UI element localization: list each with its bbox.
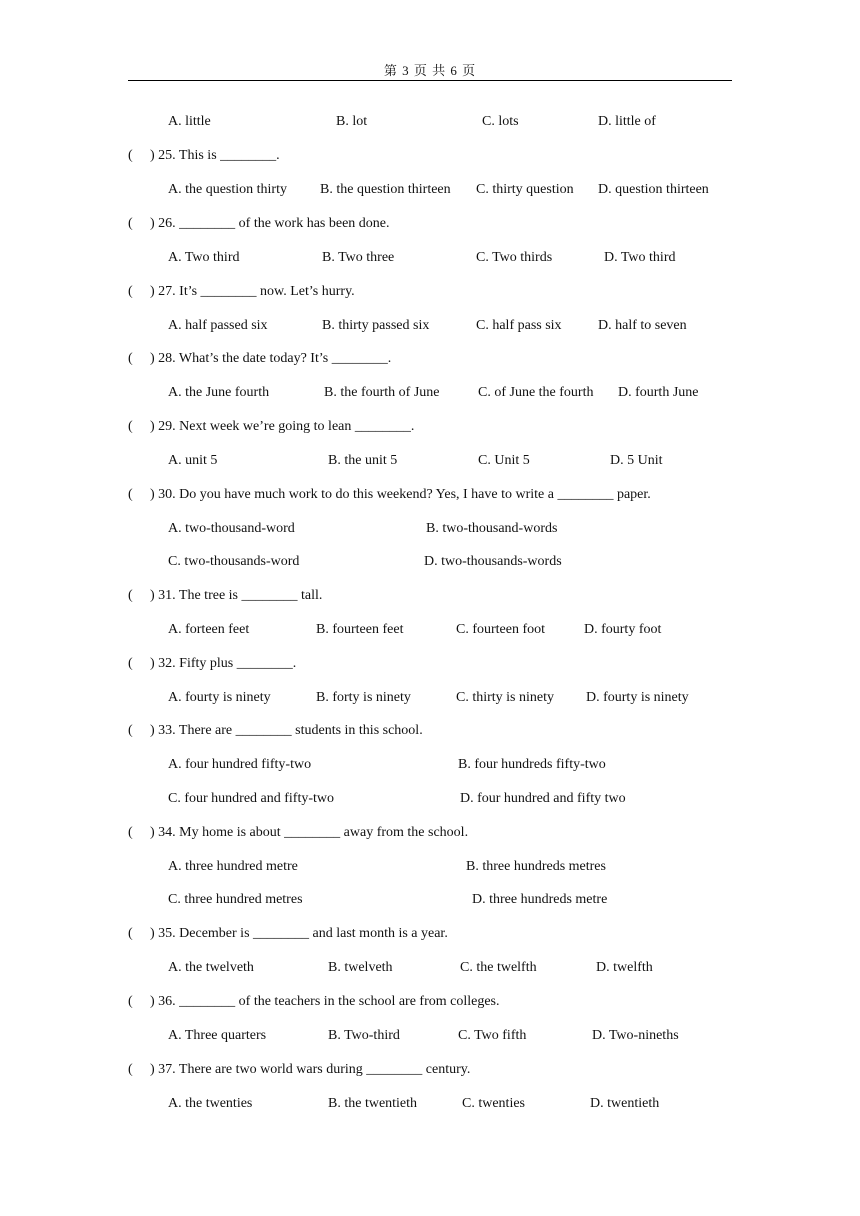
option-b: B. twelveth — [328, 960, 393, 975]
question-text: ) 34. My home is about ________ away from the school. — [150, 825, 469, 840]
option-a: A. fourty is ninety — [168, 690, 271, 705]
question-text: ) 27. It’s ________ now. Let’s hurry. — [150, 284, 355, 299]
option-c: C. lots — [482, 114, 519, 129]
option-b: B. four hundreds fifty-two — [458, 757, 606, 772]
answer-bracket: ( — [128, 419, 133, 434]
option-a: A. the twelveth — [168, 960, 254, 975]
option-c: C. four hundred and fifty-two — [168, 791, 335, 806]
answer-bracket: ( — [128, 588, 133, 603]
question-text: ) 25. This is ________. — [150, 148, 280, 163]
question-text: ) 35. December is ________ and last month is a year. — [150, 926, 448, 941]
question-text: ) 30. Do you have much work to do this weekend? Yes, I have to write a ________ paper. — [150, 487, 651, 502]
option-d: D. question thirteen — [598, 182, 709, 197]
option-c: C. half pass six — [476, 318, 562, 333]
option-a: A. two-thousand-word — [168, 521, 295, 536]
option-d: D. fourth June — [618, 385, 699, 400]
question-stem — [128, 418, 414, 436]
option-a: A. three hundred metre — [168, 859, 298, 874]
question-stem — [128, 722, 423, 740]
option-b: B. fourteen feet — [316, 622, 404, 637]
question-stem — [128, 350, 391, 368]
option-b: B. the fourth of June — [324, 385, 440, 400]
question-stem — [128, 147, 280, 165]
option-b: B. thirty passed six — [322, 318, 430, 333]
option-c: C. Two fifth — [458, 1028, 527, 1043]
option-c: C. three hundred metres — [168, 892, 303, 907]
option-a: A. the question thirty — [168, 182, 287, 197]
answer-bracket: ( — [128, 487, 133, 502]
option-c: C. fourteen foot — [456, 622, 546, 637]
question-text: ) 28. What’s the date today? It’s ________. — [150, 351, 392, 366]
option-c: C. twenties — [462, 1096, 525, 1111]
option-c: C. thirty is ninety — [456, 690, 554, 705]
option-d: D. little of — [598, 114, 656, 129]
option-d: D. fourty is ninety — [586, 690, 689, 705]
question-text: ) 33. There are ________ students in this school. — [150, 723, 423, 738]
option-a: A. Two third — [168, 250, 240, 265]
option-d: D. fourty foot — [584, 622, 662, 637]
question-stem — [128, 925, 448, 943]
answer-bracket: ( — [128, 994, 133, 1009]
option-d: D. two-thousands-words — [424, 554, 562, 569]
option-a: A. Three quarters — [168, 1028, 267, 1043]
question-text: ) 29. Next week we’re going to lean ________. — [150, 419, 415, 434]
option-d: D. Two-nineths — [592, 1028, 679, 1043]
option-b: B. the unit 5 — [328, 453, 398, 468]
option-d: D. Two third — [604, 250, 676, 265]
option-d: D. twentieth — [590, 1096, 660, 1111]
option-a: A. half passed six — [168, 318, 268, 333]
option-a: A. the June fourth — [168, 385, 270, 400]
option-d: D. four hundred and fifty two — [460, 791, 626, 806]
option-c: C. of June the fourth — [478, 385, 594, 400]
option-d: D. half to seven — [598, 318, 687, 333]
header-rule — [128, 80, 732, 81]
question-stem — [128, 655, 296, 673]
question-text: ) 31. The tree is ________ tall. — [150, 588, 323, 603]
answer-bracket: ( — [128, 825, 133, 840]
option-b: B. the twentieth — [328, 1096, 418, 1111]
answer-bracket: ( — [128, 284, 133, 299]
question-text: ) 37. There are two world wars during ________ century. — [150, 1062, 471, 1077]
option-a: A. little — [168, 114, 211, 129]
option-c: C. two-thousands-word — [168, 554, 300, 569]
option-d: D. 5 Unit — [610, 453, 663, 468]
option-c: C. Two thirds — [476, 250, 553, 265]
question-text: ) 26. ________ of the work has been done. — [150, 216, 390, 231]
option-b: B. two-thousand-words — [426, 521, 558, 536]
option-d: D. three hundreds metre — [472, 892, 608, 907]
answer-bracket: ( — [128, 351, 133, 366]
question-stem — [128, 283, 355, 301]
option-c: C. thirty question — [476, 182, 574, 197]
option-b: B. three hundreds metres — [466, 859, 606, 874]
question-text: ) 36. ________ of the teachers in the school are from colleges. — [150, 994, 500, 1009]
question-stem — [128, 993, 500, 1011]
question-stem — [128, 824, 468, 842]
option-c: C. Unit 5 — [478, 453, 530, 468]
option-c: C. the twelfth — [460, 960, 537, 975]
answer-bracket: ( — [128, 216, 133, 231]
option-a: A. forteen feet — [168, 622, 250, 637]
question-stem — [128, 486, 651, 504]
answer-bracket: ( — [128, 1062, 133, 1077]
answer-bracket: ( — [128, 656, 133, 671]
question-stem — [128, 1061, 470, 1079]
page-header: 第 3 页 共 6 页 — [383, 63, 477, 78]
option-b: B. Two-third — [328, 1028, 400, 1043]
option-b: B. Two three — [322, 250, 395, 265]
option-b: B. forty is ninety — [316, 690, 411, 705]
option-a: A. unit 5 — [168, 453, 218, 468]
option-b: B. lot — [336, 114, 368, 129]
question-stem — [128, 587, 322, 605]
answer-bracket: ( — [128, 148, 133, 163]
question-text: ) 32. Fifty plus ________. — [150, 656, 297, 671]
answer-bracket: ( — [128, 926, 133, 941]
option-a: A. the twenties — [168, 1096, 253, 1111]
answer-bracket: ( — [128, 723, 133, 738]
option-d: D. twelfth — [596, 960, 653, 975]
option-a: A. four hundred fifty-two — [168, 757, 312, 772]
question-stem — [128, 215, 390, 233]
option-b: B. the question thirteen — [320, 182, 451, 197]
